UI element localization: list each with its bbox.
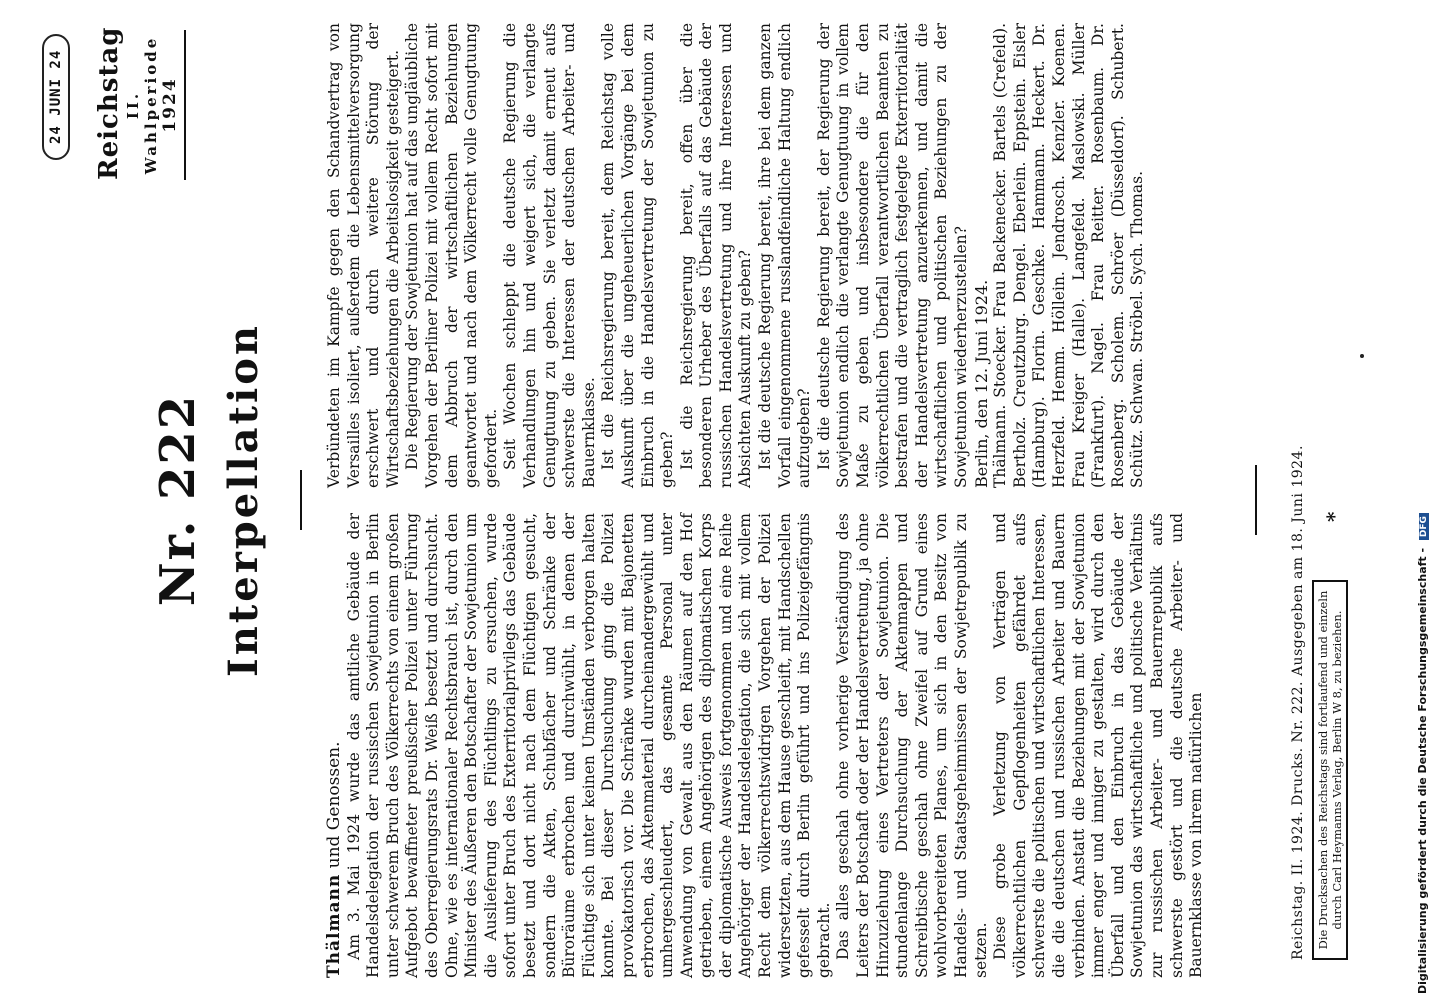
question: Ist die Reichsregierung bereit, offen über die besonderen Urheber des Überfalls auf das Gebäude der russischen Handelsvertretung und ihre Interessen und Absichten Auskunft zu geben?	[677, 23, 755, 488]
speck	[1360, 354, 1364, 358]
receipt-stamp: 24 JUNI 24	[42, 34, 70, 160]
date-line: Berlin, den 12. Juni 1924.	[971, 279, 991, 488]
paragraph: Das alles geschah ohne vorherige Verständigung des Leiters der Botschaft oder der Handelsvertretung, ja ohne Hinzuziehung eines Vertreters der Sowjetunion. Die stundenlange Durchsuchung der Aktenmappen und Schreibtische geschah ohne Zweifel auf Grund eines wohlvorbereiteten Planes, um sich in den Besitz von Handels- und Staatsgeheimnissen der Sowjetrepublik zu setzen.	[834, 513, 990, 978]
question: Ist die deutsche Regierung bereit, der Regierung der Sowjetunion endlich die verlangte Genugtuung in vollem Maße zu geben und insbesondere die für den völkerrechtlichen Überfall verantwortlichen Beamten zu bestrafen und die vertraglich festgelegte Exterritorialität der Handelsvertretung anzuerkennen, und damit die wirtschaftlichen und politischen Beziehungen zu der Sowjetunion wiederherzustellen?	[814, 23, 970, 488]
paragraph: Die Regierung der Sowjetunion hat auf das ungläubliche Vorgehen der Berliner Polizei mit vollem Recht sofort mit dem Abbruch der wirtschaftlichen Beziehungen geantwortet und nach dem Völkerrecht volle Genugtuung gefordert.	[403, 23, 500, 488]
asterisk-mark: *	[1322, 511, 1346, 522]
right-column	[325, 23, 1148, 488]
digitization-credit	[1416, 4, 1429, 994]
document-title: Interpellation	[220, 323, 267, 677]
print-imprint: Reichstag. II. 1924. Drucks. Nr. 222. Ausgegeben am 18. Juni 1924.	[1290, 445, 1306, 960]
question: Ist die Reichsregierung bereit, dem Reichstag volle Auskunft über die ungeheuerlichen Vorgänge bei dem Einbruch in die Handelsvertretung der Sowjetunion zu geben?	[599, 23, 677, 488]
publisher-notice: Die Drucksachen des Reichstags sind fortlaufend und einzeln durch Carl Heymanns Verlag, Berlin W 8, zu beziehen.	[1312, 580, 1348, 960]
digitization-text: Digitalisierung gefördert durch die Deutsche Forschungsgemeinschaft -	[1416, 547, 1429, 994]
left-column	[325, 513, 1207, 978]
document-number: Nr. 222	[150, 393, 206, 607]
footer-divider	[1245, 0, 1264, 1000]
parliament-name: Reichstag	[94, 26, 124, 180]
dfg-logo: DFG	[1419, 513, 1429, 540]
legislative-period: II. Wahlperiode	[124, 35, 160, 175]
interpellation-heading	[325, 513, 345, 978]
question: Ist die deutsche Regierung bereit, ihre bei dem ganzen Vorfall eingenommene russlandfeindliche Haltung endlich aufzugeben?	[756, 23, 814, 488]
paragraph: Diese grobe Verletzung von Verträgen und völkerrechtlichen Gepflogenheiten gefährdet aufs schwerste die politischen und wirtschaftlichen Interessen, die die deutschen und russischen Arbeiter und Bauern verbinden. Anstatt die Beziehungen mit der Sowjetunion immer enger und inniger zu gestalten, wird durch den Überfall und den Einbruch in das Gebäude der Sowjetunion das wirtschaftliche und politische Verhältnis zur russischen Arbeiter- und Bauernrepublik aufs schwerste gestört und die deutsche Arbeiter- und Bauernklasse von ihrem natürlichen	[991, 513, 1206, 978]
title-divider	[300, 470, 302, 530]
paragraph: Verbündeten im Kampfe gegen den Schandvertrag von Versailles isoliert, außerdem die Lebensmittelversorgung erschwert und durch weitere Störung der Wirtschaftsbeziehungen die Arbeitslosigkeit gesteigert.	[325, 23, 402, 488]
heading-author: Thälmann	[324, 873, 344, 978]
paragraph: Seit Wochen schleppt die deutsche Regierung die Verhandlungen hin und weigert sich, die verlangte Genugtuung zu geben. Sie verletzt damit erneut aufs schwerste die Interessen der deutschen Arbeiter- und Bauernklasse.	[501, 23, 598, 488]
signatory-list: Thälmann. Stoecker. Frau Backenecker. Bartels (Crefeld). Bertholz. Creutzburg. Dengel. Eberlein. Eppstein. Eisler (Hamburg). Florin. Geschke. Hammann. Heckert. Dr. Herzfeld. Hemm. Höllein. Jendrosch. Kenzler. Koenen. Frau Kreiger (Halle). Langefeld. Maslowski. Müller (Frankfurt). Nagel. Frau Reitter. Rosenbaum. Dr. Rosenberg. Scholem. Schröer (Düsseldorf). Schubert. Schütz. Schwan. Ströbel. Sych. Thomas.	[991, 23, 1147, 488]
heading-suffix: und Genossen.	[324, 741, 344, 869]
header-year: 1924	[160, 77, 180, 133]
paragraph: Am 3. Mai 1924 wurde das amtliche Gebäude der Handelsdelegation der russischen Sowjetunion in Berlin unter schwerem Bruch des Völkerrechts von einem großen Aufgebot bewaffneter preußischer Polizei unter Führung des Oberregierungsrats Dr. Weiß besetzt und durchsucht. Ohne, wie es internationaler Rechtsbrauch ist, durch den Minister des Äußeren den Botschafter der Sowjetunion um die Auslieferung des Flüchtlings zu ersuchen, wurde sofort unter Bruch des Exterritorialprivilegs das Gebäude besetzt und dort nicht nach dem Flüchtigen gesucht, sondern die Akten, Schubfächer und Schränke der Büroräume erbrochen und durchwühlt, in denen der Flüchtige sich unter keinen Umständen verborgen halten konnte. Bei dieser Durchsuchung ging die Polizei provokatorisch vor. Die Schränke wurden mit Bajonetten erbrochen, das Aktenmaterial durcheinandergewühlt und umhergeschleudert, das gesamte Personal unter Anwendung von Gewalt aus den Räumen auf den Hof getrieben, einem Angehörigen des diplomatischen Korps der diplomatische Ausweis fortgenommen und eine Reihe Angehöriger der Handelsdelegation, die sich mit vollem Recht dem völkerrechtswidrigen Vorgehen der Polizei widersetzten, aus dem Hause geschleift, mit Handschellen gefesselt durch Berlin geführt und ins Polizeigefängnis gebracht.	[344, 513, 833, 978]
